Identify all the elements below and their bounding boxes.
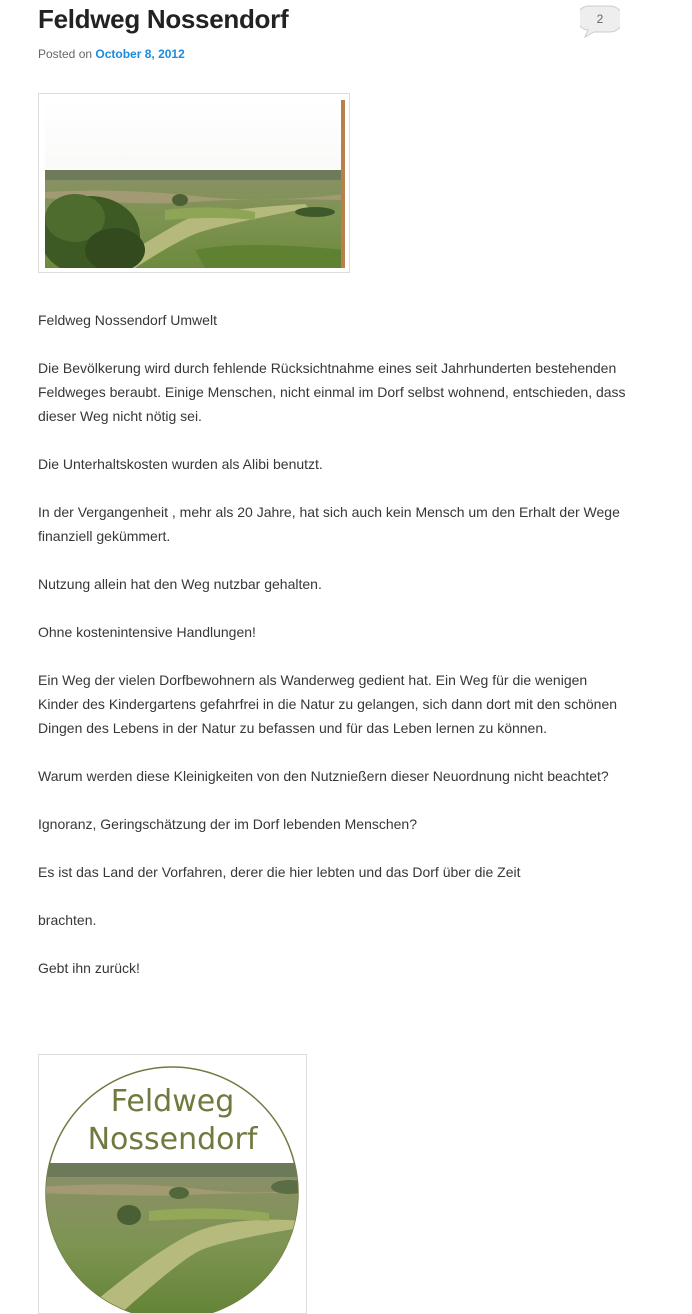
logo-text-line1: Feldweg — [110, 1084, 235, 1119]
paragraph: Warum werden diese Kleinigkeiten von den Nutznießern dieser Neuordnung nicht beachtet? — [38, 768, 609, 784]
paragraph: In der Vergangenheit , mehr als 20 Jahre, hat sich auch kein Mensch um den Erhalt der Wege finanziell gekümmert. — [38, 504, 620, 544]
paragraph: Nutzung allein hat den Weg nutzbar gehalten. — [38, 576, 322, 592]
feldweg-logo-image[interactable] — [38, 1054, 307, 1314]
paragraph: Feldweg Nossendorf Umwelt — [38, 312, 217, 328]
landscape-photo[interactable] — [38, 93, 350, 273]
post-content — [38, 308, 628, 1004]
paragraph: Die Unterhaltskosten wurden als Alibi benutzt. — [38, 456, 323, 472]
paragraph: Ohne kostenintensive Handlungen! — [38, 624, 256, 640]
post-title[interactable]: Feldweg Nossendorf — [38, 4, 289, 34]
post-date-link[interactable]: October 8, 2012 — [95, 47, 185, 61]
comment-count: 2 — [596, 12, 604, 26]
paragraph: Die Bevölkerung wird durch fehlende Rücksichtnahme eines seit Jahrhunderten bestehenden Feldweges beraubt. Einige Menschen, nicht einmal im Dorf selbst wohnend, entschieden, dass dieser Weg nicht nötig sei. — [38, 360, 626, 424]
paragraph: Gebt ihn zurück! — [38, 960, 140, 976]
paragraph: Ein Weg der vielen Dorfbewohnern als Wanderweg gedient hat. Ein Weg für die wenigen Kinder des Kindergartens gefahrfrei in die Natur zu gelangen, sich dann dort mit den schönen Dingen des Lebens in der Natur zu befassen und für das Leben lernen zu können. — [38, 672, 618, 736]
paragraph: Ignoranz, Geringschätzung der im Dorf lebenden Menschen? — [38, 816, 417, 832]
landscape-photo-image — [45, 100, 345, 268]
post-meta — [38, 46, 185, 62]
logo-text-line2: Nossendorf — [87, 1122, 258, 1157]
paragraph: Es ist das Land der Vorfahren, derer die hier lebten und das Dorf über die Zeit — [38, 864, 521, 880]
meta-prefix: Posted on — [38, 47, 93, 61]
comments-link[interactable] — [580, 5, 620, 38]
paragraph: brachten. — [38, 912, 97, 928]
